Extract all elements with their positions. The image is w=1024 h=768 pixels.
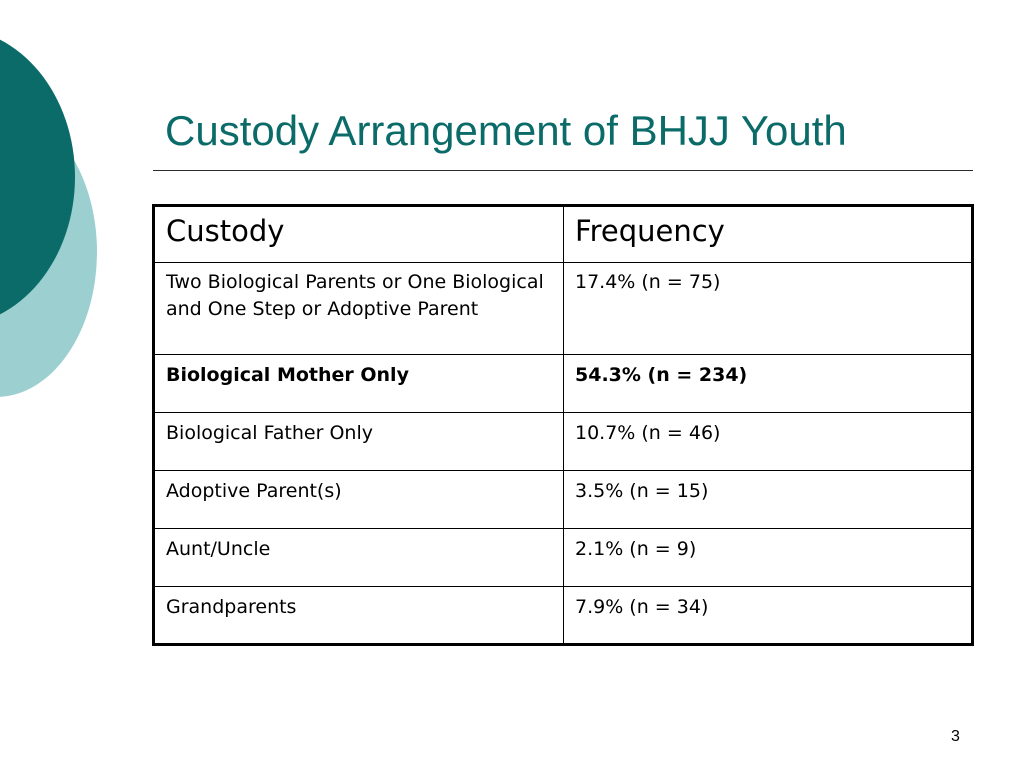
custody-cell: Biological Mother Only <box>154 355 564 413</box>
page-number: 3 <box>951 728 960 745</box>
custody-table <box>152 204 974 646</box>
table-row <box>154 263 973 355</box>
table-row <box>154 471 973 529</box>
frequency-cell: 7.9% (n = 34) <box>564 587 973 645</box>
table-header-row <box>154 206 973 263</box>
frequency-cell: 54.3% (n = 234) <box>564 355 973 413</box>
title-divider <box>153 170 973 171</box>
column-header-custody: Custody <box>154 206 564 263</box>
frequency-cell: 3.5% (n = 15) <box>564 471 973 529</box>
custody-cell: Adoptive Parent(s) <box>154 471 564 529</box>
table-row-highlighted <box>154 355 973 413</box>
custody-cell: Grandparents <box>154 587 564 645</box>
table-row <box>154 587 973 645</box>
custody-cell: Two Biological Parents or One Biological and One Step or Adoptive Parent <box>154 263 564 355</box>
frequency-cell: 2.1% (n = 9) <box>564 529 973 587</box>
column-header-frequency: Frequency <box>564 206 973 263</box>
custody-cell: Biological Father Only <box>154 413 564 471</box>
table-row <box>154 529 973 587</box>
slide-title: Custody Arrangement of BHJJ Youth <box>165 107 847 154</box>
table-row <box>154 413 973 471</box>
custody-cell: Aunt/Uncle <box>154 529 564 587</box>
frequency-cell: 10.7% (n = 46) <box>564 413 973 471</box>
frequency-cell: 17.4% (n = 75) <box>564 263 973 355</box>
